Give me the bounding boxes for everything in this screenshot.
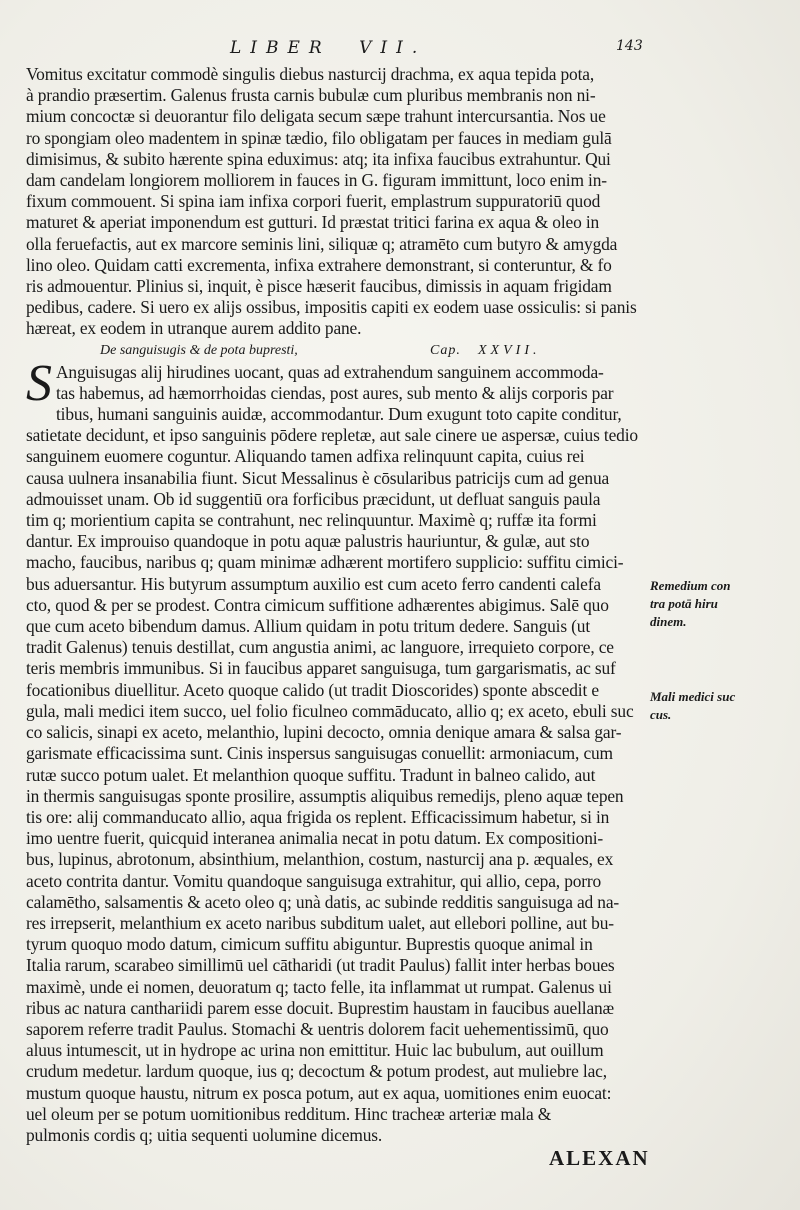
running-head: LIBER VII. (230, 38, 427, 58)
text-line: pulmonis cordis q; uitia sequenti uolumine dicemus. (26, 1124, 383, 1145)
text-line: saporem referre tradit Paulus. Stomachi & uentris dolorem facit uehementissimū, quo (26, 1018, 609, 1039)
text-line: hæreat, ex eodem in utranque aurem addito pane. (26, 318, 362, 339)
text-line: ro spongiam oleo madentem in spinæ tædio, filo obligatam per fauces in mediam gulā (26, 127, 612, 148)
text-line: cto, quod & per se prodest. Contra cimicum suffitione adhærentes abigimus. Salē quo (26, 594, 609, 615)
text-line: focationibus diuellitur. Aceto quoque calido (ut tradit Dioscorides) sponte abscedit e (26, 679, 599, 700)
text-line: imo uentre fuerit, quicquid interanea animalia necat in potu datum. Ex compositioni- (26, 828, 604, 849)
text-line: bus aduersantur. His butyrum assumptum auxilio est cum aceto ferro candenti calefa (26, 573, 601, 594)
text-line: calamētho, salsamentis & aceto oleo q; unà datis, ac subinde redditis sanguisuga ad na- (26, 891, 620, 912)
text-line: tradit Galenus) tenuis destillat, cum angustia animi, ac languore, irrequieto corpore, ce (26, 637, 614, 658)
text-line: que cum aceto bibendum damus. Allium quidam in potu tritum dedere. Sanguis (ut (26, 616, 591, 637)
text-line: olla feruefactis, aut ex marcore seminis lini, siliquæ q; atramēto cum butyro & amygda (26, 233, 618, 254)
text-line: garismate efficacissima sunt. Cinis inspersus sanguisugas conuellit: armoniacum, cum (26, 743, 613, 764)
catchword: ALEXAN (549, 1146, 650, 1170)
text-line: tim q; morientium capita se contrahunt, nec relinquuntur. Maximè q; ruffæ ita formi (26, 510, 597, 531)
text-line: dantur. Ex improuiso quandoque in potu aquæ palustris hauriuntur, & gulæ, aut sto (26, 531, 590, 552)
drop-cap: S (26, 354, 52, 412)
text-line: dam candelam longiorem molliorem in fauces in G. figuram immittunt, loco enim in- (26, 170, 607, 191)
margin-note-line: dinem. (650, 614, 687, 629)
text-line: bus, lupinus, abrotonum, absinthium, melanthion, costum, nasturcij ana p. æquales, ex (26, 849, 614, 870)
chapter-cap-label: Cap. (430, 342, 461, 358)
text-line: co salicis, sinapi ex aceto, melanthio, lupini decocto, omnia denique amara & salsa gar- (26, 722, 622, 743)
main-text-block (26, 64, 644, 1146)
text-line: fixum commouent. Si spina iam infixa corpori fuerit, emplastrum suppuratoriū quod (26, 191, 601, 212)
margin-note-remedium (650, 577, 798, 631)
paragraph-before-chapter (26, 64, 644, 340)
text-line: admouisset unam. Ob id suggentiū ora forficibus præcidunt, ut defluat sanguis paula (26, 488, 601, 509)
text-line: à prandio præsertim. Galenus frusta carnis bubulæ cum pluribus membranis non ni- (26, 85, 596, 106)
chapter-heading (26, 340, 644, 362)
text-line: Vomitus excitatur commodè singulis diebus nasturcij drachma, ex aqua tepida pota, (26, 64, 595, 84)
text-line: causa uulnera insanabilia fiunt. Sicut Messalinus è cōsularibus patricijs cum ad genua (26, 467, 610, 488)
text-line: mium concoctæ si deuorantur filo deligata secum sæpe trahunt intercursantia. Nos ue (26, 106, 606, 127)
text-line: Anguisugas alij hirudines uocant, quas ad extrahendum sanguinem accommoda- (56, 361, 604, 382)
chapter-number: XXVII. (478, 342, 541, 358)
margin-note-line: Mali medici suc (650, 689, 736, 704)
text-line: Italia rarum, scarabeo simillimū uel cātharidi (ut tradit Paulus) fallit inter herbas boues (26, 955, 615, 976)
text-line: rutæ succo potum ualet. Et melanthion quoque suffitu. Tradunt in balneo calido, aut (26, 764, 596, 785)
text-line: tyrum quoquo modo datum, cimicum suffitu abiguntur. Buprestis quoque animal in (26, 934, 593, 955)
text-line: mustum quoque haustu, nitrum ex posca potum, aut ex aqua, uomitiones enim euocat: (26, 1082, 612, 1103)
text-line: satietate decidunt, et ipso sanguinis pōdere repletæ, aut sale cinere ue aspersæ, cuius tedio (26, 425, 638, 446)
text-line: ribus ac natura canthariidi parem esse docuit. Buprestim haustam in faucibus auellanæ (26, 997, 615, 1018)
text-line: uel oleum per se potum uomitionibus redditum. Hinc tracheæ arteriæ mala & (26, 1103, 552, 1124)
text-line: tis ore: alij commanducato allio, aqua frigida os replent. Efficacissimum habetur, si in (26, 806, 610, 827)
text-line: lino oleo. Quidam catti excrementa, infixa extrahere demonstrant, si conteruntur, & fo (26, 254, 612, 275)
text-line: crudum medetur. lardum quoque, ius q; decoctum & potum prodest, aut muliebre lac, (26, 1061, 607, 1082)
chapter-body (26, 354, 644, 1147)
text-line: res irrepserit, melanthium ex aceto naribus subditum ualet, aut ellebori polline, aut bu- (26, 912, 614, 933)
margin-note-line: Remedium con (650, 578, 731, 593)
text-line: pedibus, cadere. Si uero ex alijs ossibus, impositis capiti ex eodem uase ossiculis: si panis (26, 297, 637, 318)
text-line: aceto contrita dantur. Vomitu quandoque sanguisuga extrahitur, qui allio, cepa, porro (26, 870, 602, 891)
text-line: sanguinem euomere coguntur. Aliquando tamen adfixa relinquunt capita, cuius rei (26, 446, 585, 467)
text-line: gula, mali medici item succo, uel folio ficulneo commāducato, allio q; ex aceto, ebuli suc (26, 700, 634, 721)
text-line: macho, faucibus, naribus q; quam minimæ adhærent mortifero supplicio: suffitu cimici- (26, 552, 624, 573)
folio-number: 143 (616, 38, 643, 54)
text-line: teris membris immunibus. Si in faucibus apparet sanguisuga, tum gargarismatis, ac suf (26, 658, 616, 679)
text-line: tibus, humani sanguinis auidæ, accommodantur. Dum exugunt toto capite conditur, (56, 404, 622, 425)
text-line: aluus intumescit, ut in hydrope ac urina non emittitur. Huic lac bubulum, aut ouillum (26, 1040, 604, 1061)
text-line: dimisimus, & subito hærente spina eduximus: atq; ita infixa faucibus extrahuntur. Qui (26, 148, 611, 169)
chapter-title: De sanguisugis & de pota bupresti, (100, 342, 298, 358)
text-line: tas habemus, ad hæmorrhoidas ciendas, post aures, sub mento & alijs corporis par (56, 382, 614, 403)
margin-note-line: tra potā hiru (650, 596, 718, 611)
page-header (0, 38, 800, 64)
text-line: in thermis sanguisugas sponte prosilire, assumptis aliquibus remedijs, pleno aquæ tepen (26, 785, 624, 806)
text-line: ris admouentur. Plinius si, inquit, è pisce hæserit faucibus, dimissis in aquam frigidam (26, 276, 612, 297)
text-line: maximè, unde ei nomen, deuoratum q; tacto felle, ita inflammat ut rumpat. Galenus ui (26, 976, 612, 997)
margin-note-line: cus. (650, 707, 672, 722)
margin-note-mali-medici (650, 688, 798, 724)
text-line: maturet & aperiat imponendum est gutturi. Id præstat tritici farina ex aqua & oleo in (26, 212, 600, 233)
